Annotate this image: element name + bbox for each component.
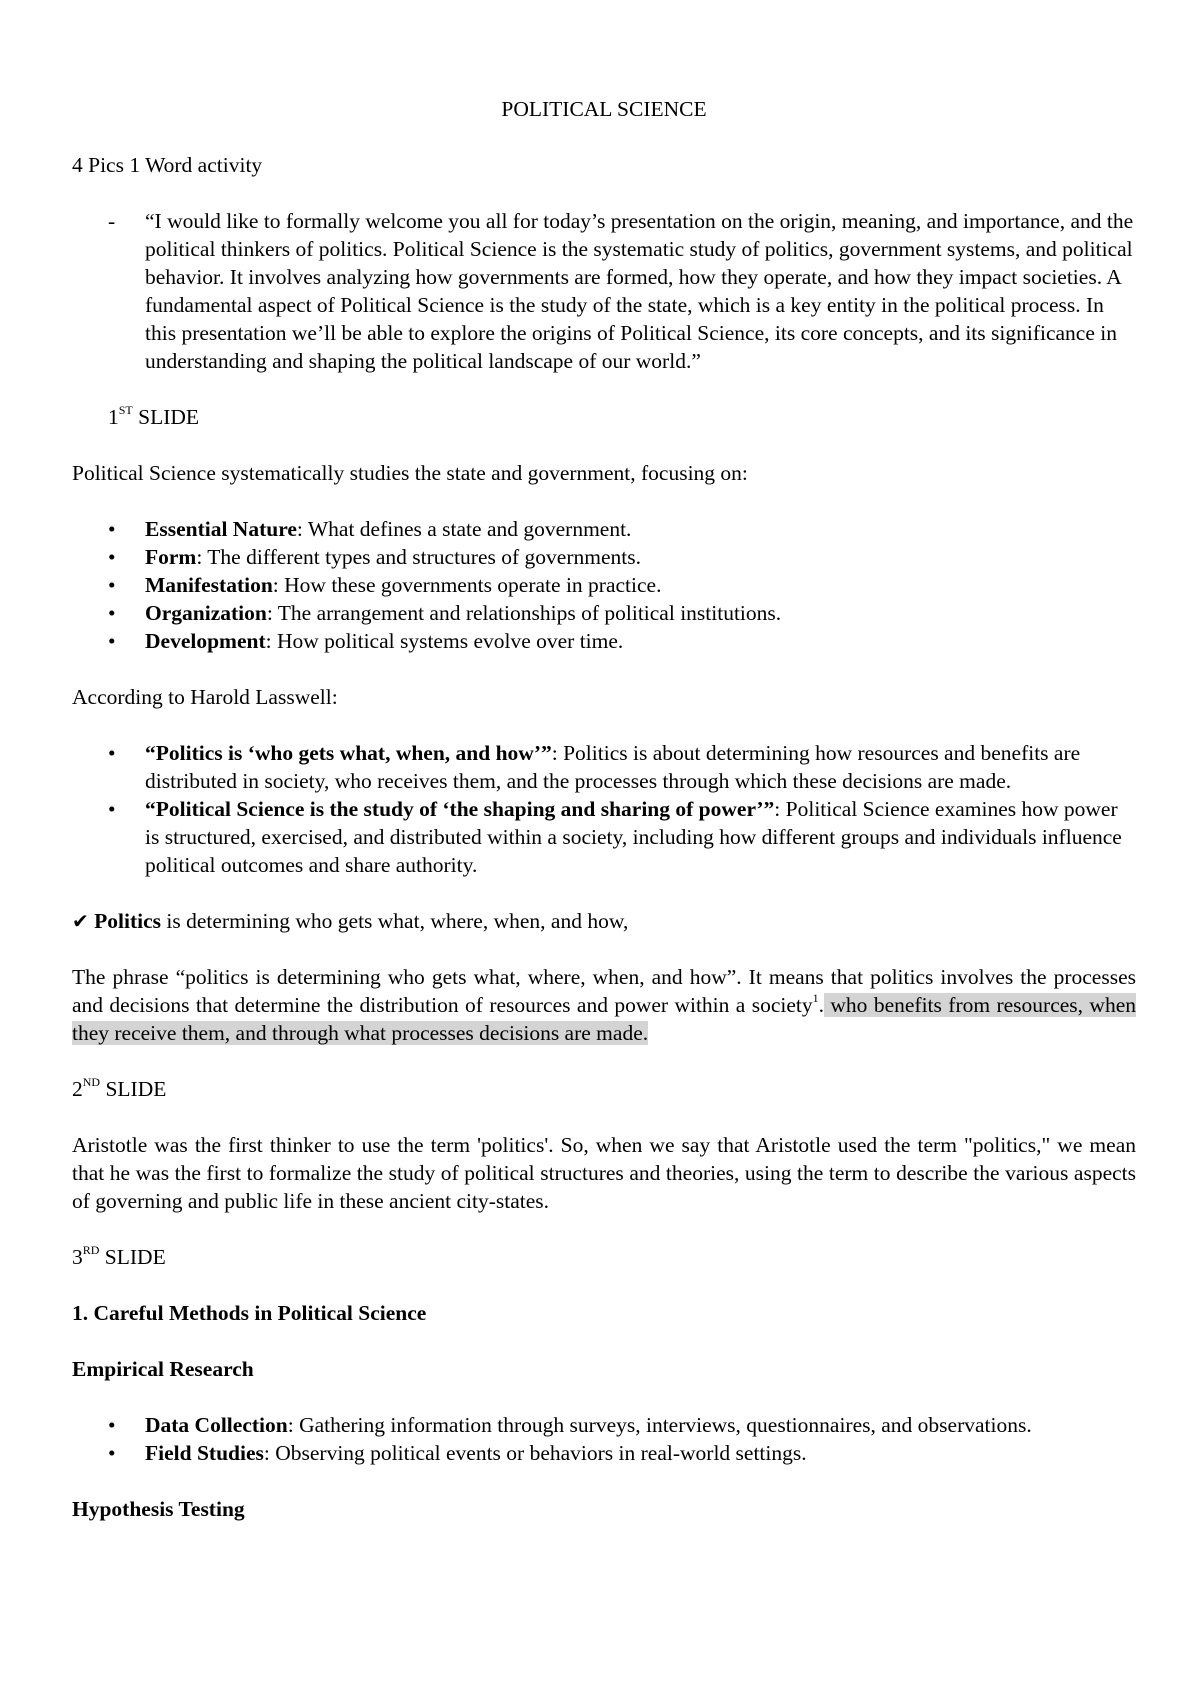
lasswell-intro: According to Harold Lasswell: (72, 685, 338, 709)
item-term: Organization (145, 601, 267, 625)
list-item (72, 739, 1136, 795)
bullet-icon: • (108, 573, 116, 597)
item-desc: : Observing political events or behaviors in real-world settings. (263, 1441, 807, 1465)
slide-3-text: SLIDE (99, 1245, 166, 1269)
item-desc: : How these governments operate in practice. (272, 573, 662, 597)
check-term: Politics (94, 909, 162, 933)
footnote-ref[interactable]: 1 (812, 990, 819, 1005)
item-desc: : What defines a state and government. (296, 517, 632, 541)
intro-item (72, 207, 1136, 375)
activity-line: 4 Pics 1 Word activity (72, 153, 263, 177)
slide-1-ordinal: ST (118, 402, 133, 417)
list-item (72, 599, 1136, 627)
item-term: Manifestation (145, 573, 273, 597)
item-desc: : The arrangement and relationships of political institutions. (266, 601, 782, 625)
hypothesis-heading: Hypothesis Testing (72, 1497, 245, 1521)
list-item (72, 795, 1136, 879)
slide-2-ordinal: ND (82, 1074, 101, 1089)
bullet-icon: • (108, 1441, 116, 1465)
highlighted-text: who benefits from resources, when they receive them, and through what processes decisions are made. (72, 993, 1136, 1045)
empirical-list (72, 1411, 1136, 1467)
empirical-heading: Empirical Research (72, 1357, 254, 1381)
check-line (72, 907, 1136, 935)
check-text: is determining who gets what, where, when, and how, (161, 909, 629, 933)
focus-list (72, 515, 1136, 655)
bullet-icon: • (108, 517, 116, 541)
item-term: Development (145, 629, 266, 653)
item-term: Field Studies (145, 1441, 264, 1465)
item-desc: : Gathering information through surveys, interviews, questionnaires, and observations. (287, 1413, 1032, 1437)
slide-1-text: SLIDE (132, 405, 200, 429)
slide-3-label (72, 1243, 1136, 1271)
list-item (72, 627, 1136, 655)
list-item (72, 1439, 1136, 1467)
slide-2-label (72, 1075, 1136, 1103)
item-desc: : Politics is about determining how resources and benefits are distributed in society, who receives them, and the processes through which these decisions are made. (145, 741, 1081, 793)
document-page (72, 95, 1136, 1551)
item-term: Form (145, 545, 197, 569)
slide-2-number: 2 (72, 1077, 83, 1101)
phrase-paragraph (72, 963, 1136, 1047)
bullet-icon: • (108, 545, 116, 569)
phrase-punct: . (818, 993, 825, 1017)
item-desc: : Political Science examines how power is structured, exercised, and distributed within a society, including how different groups and individuals influence political outcomes and share authority. (145, 797, 1122, 877)
bullet-icon: • (108, 601, 116, 625)
phrase-text: The phrase “politics is determining who gets what, where, when, and how”. It means that politics involves the processes and decisions that determine the distribution of resources and power within a society (72, 965, 1136, 1017)
aristotle-paragraph: Aristotle was the first thinker to use the term 'politics'. So, when we say that Aristotle used the term "politics," we mean that he was the first to formalize the study of political structures and theories, using the term to describe the various aspects of governing and public life in these ancient city-states. (72, 1133, 1136, 1213)
slide-1-intro: Political Science systematically studies the state and government, focusing on: (72, 461, 748, 485)
bullet-icon: • (108, 741, 116, 765)
intro-text: “I would like to formally welcome you all for today’s presentation on the origin, meaning, and importance, and the political thinkers of politics. Political Science is the systematic study of politics, government systems, and political behavior. It involves analyzing how governments are formed, how they operate, and how they impact societies. A fundamental aspect of Political Science is the study of the state, which is a key entity in the political process. In this presentation we’ll be able to explore the origins of Political Science, its core concepts, and its significance in understanding and shaping the political landscape of our world.” (145, 209, 1134, 373)
item-desc: : How political systems evolve over time. (265, 629, 624, 653)
slide-3-ordinal: RD (82, 1242, 100, 1257)
item-term: Data Collection (145, 1413, 288, 1437)
document-title: POLITICAL SCIENCE (501, 97, 707, 121)
list-item (72, 543, 1136, 571)
bullet-icon: • (108, 797, 116, 821)
bullet-icon: • (108, 629, 116, 653)
lasswell-list (72, 739, 1136, 879)
item-term: “Political Science is the study of ‘the shaping and sharing of power’” (145, 797, 775, 821)
list-item (72, 1411, 1136, 1439)
methods-heading: 1. Careful Methods in Political Science (72, 1301, 427, 1325)
item-desc: : The different types and structures of governments. (196, 545, 641, 569)
list-item (72, 515, 1136, 543)
check-icon: ✔ (72, 909, 89, 933)
bullet-icon: • (108, 1413, 116, 1437)
slide-1-label (72, 403, 1136, 431)
slide-2-text: SLIDE (100, 1077, 167, 1101)
slide-3-number: 3 (72, 1245, 83, 1269)
item-term: Essential Nature (145, 517, 297, 541)
dash-marker: - (108, 209, 116, 233)
item-term: “Politics is ‘who gets what, when, and how’” (145, 741, 552, 765)
list-item (72, 571, 1136, 599)
slide-1-number: 1 (108, 405, 119, 429)
